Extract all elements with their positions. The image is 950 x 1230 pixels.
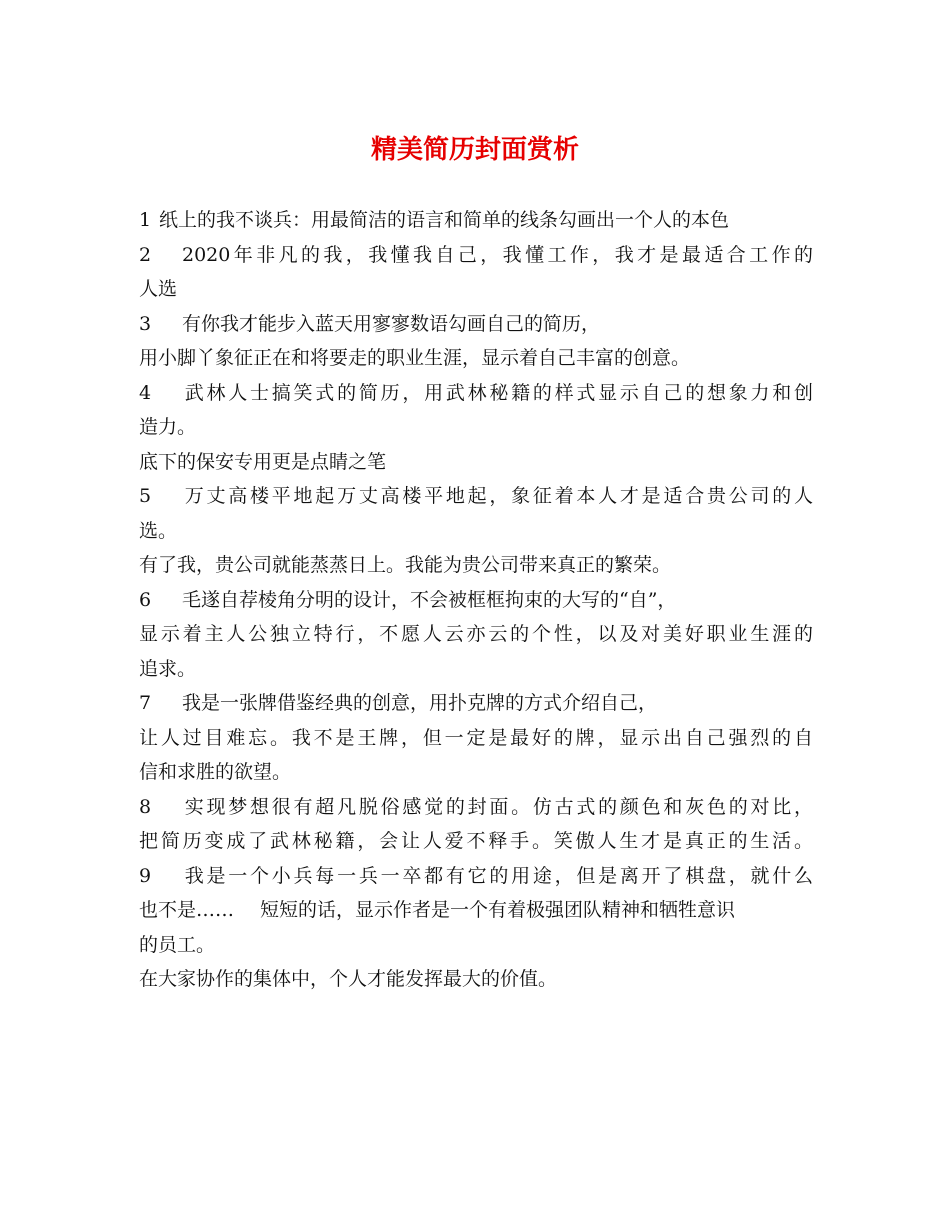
- line-text: 我是一个小兵每一兵一卒都有它的用途，但是离开了棋盘，就什么: [182, 864, 813, 887]
- text-line: [139, 721, 813, 756]
- text-line: [139, 410, 813, 445]
- line-text: 显示着主人公独立特行，不愿人云亦云的个性，以及对美好职业生涯的: [139, 623, 813, 645]
- line-text: 追求。: [139, 657, 197, 680]
- text-line: [139, 445, 813, 480]
- line-text: 造力。: [139, 416, 197, 438]
- item-number: 1: [139, 209, 152, 231]
- line-text: 人选: [139, 278, 178, 300]
- line-text: 用小脚丫象征正在和将要走的职业生涯，显示着自己丰富的创意。: [139, 347, 691, 369]
- item-number: 8: [139, 795, 152, 818]
- line-text: 我是一张牌借鉴经典的创意，用扑克牌的方式介绍自己，: [182, 692, 658, 714]
- text-line: [139, 755, 813, 790]
- line-text: 万丈高楼平地起万丈高楼平地起，象征着本人才是适合贵公司的人: [182, 485, 813, 507]
- item-number: 2: [139, 243, 152, 266]
- line-text: 有你我才能步入蓝天用寥寥数语勾画自己的简历，: [182, 312, 601, 335]
- text-line: [139, 790, 813, 825]
- line-text: 也不是……: [139, 899, 235, 921]
- text-line: [139, 893, 813, 928]
- text-line: [139, 514, 813, 549]
- line-text: 把简历变成了武林秘籍，会让人爱不释手。笑傲人生才是真正的生活。: [139, 830, 813, 852]
- text-line: [139, 617, 813, 652]
- line-text: 有了我，贵公司就能蒸蒸日上。我能为贵公司带来真正的繁荣。: [139, 554, 672, 576]
- text-line: [139, 928, 813, 963]
- text-line: [139, 652, 813, 687]
- text-line: [139, 307, 813, 342]
- line-text: 信和求胜的欲望。: [139, 761, 292, 783]
- line-text: 在大家协作的集体中，个人才能发挥最大的价值。: [139, 968, 558, 990]
- line-text: 选。: [139, 519, 178, 542]
- line-text: 武林人士搞笑式的简历，用武林秘籍的样式显示自己的想象力和创: [182, 381, 813, 404]
- item-number: 5: [139, 485, 152, 507]
- line-text: 底下的保安专用更是点睛之笔: [139, 450, 387, 473]
- line-text: 纸上的我不谈兵：用最简洁的语言和简单的线条勾画出一个人的本色: [159, 209, 730, 231]
- text-line: [139, 548, 813, 583]
- text-line: [139, 824, 813, 859]
- text-line: [139, 376, 813, 411]
- document-title: 精美简历封面赏析: [370, 135, 579, 165]
- item-number: 7: [139, 692, 152, 714]
- line-text: 让人过目难忘。我不是王牌，但一定是最好的牌，显示出自己强烈的自: [139, 726, 813, 749]
- line-text: 2020年非凡的我，我懂我自己，我懂工作，我才是最适合工作的: [182, 243, 813, 266]
- line-text: 毛遂自荐棱角分明的设计，不会被框框拘束的大写的“自”，: [182, 588, 677, 611]
- item-number: 9: [139, 864, 152, 887]
- text-line: [139, 341, 813, 376]
- text-line: [139, 203, 813, 238]
- document-body: [139, 203, 813, 997]
- text-line: [139, 479, 813, 514]
- text-line: [139, 272, 813, 307]
- text-line: [139, 962, 813, 997]
- text-line: [139, 686, 813, 721]
- line-text: 的员工。: [139, 933, 216, 956]
- item-number: 3: [139, 312, 152, 335]
- text-line: [139, 859, 813, 894]
- text-line: [139, 238, 813, 273]
- line-text: 短短的话，显示作者是一个有着极强团队精神和牺牲意识: [260, 899, 736, 921]
- text-line: [139, 583, 813, 618]
- line-text: 实现梦想很有超凡脱俗感觉的封面。仿古式的颜色和灰色的对比，: [182, 795, 813, 818]
- item-number: 4: [139, 381, 152, 404]
- item-number: 6: [139, 588, 152, 611]
